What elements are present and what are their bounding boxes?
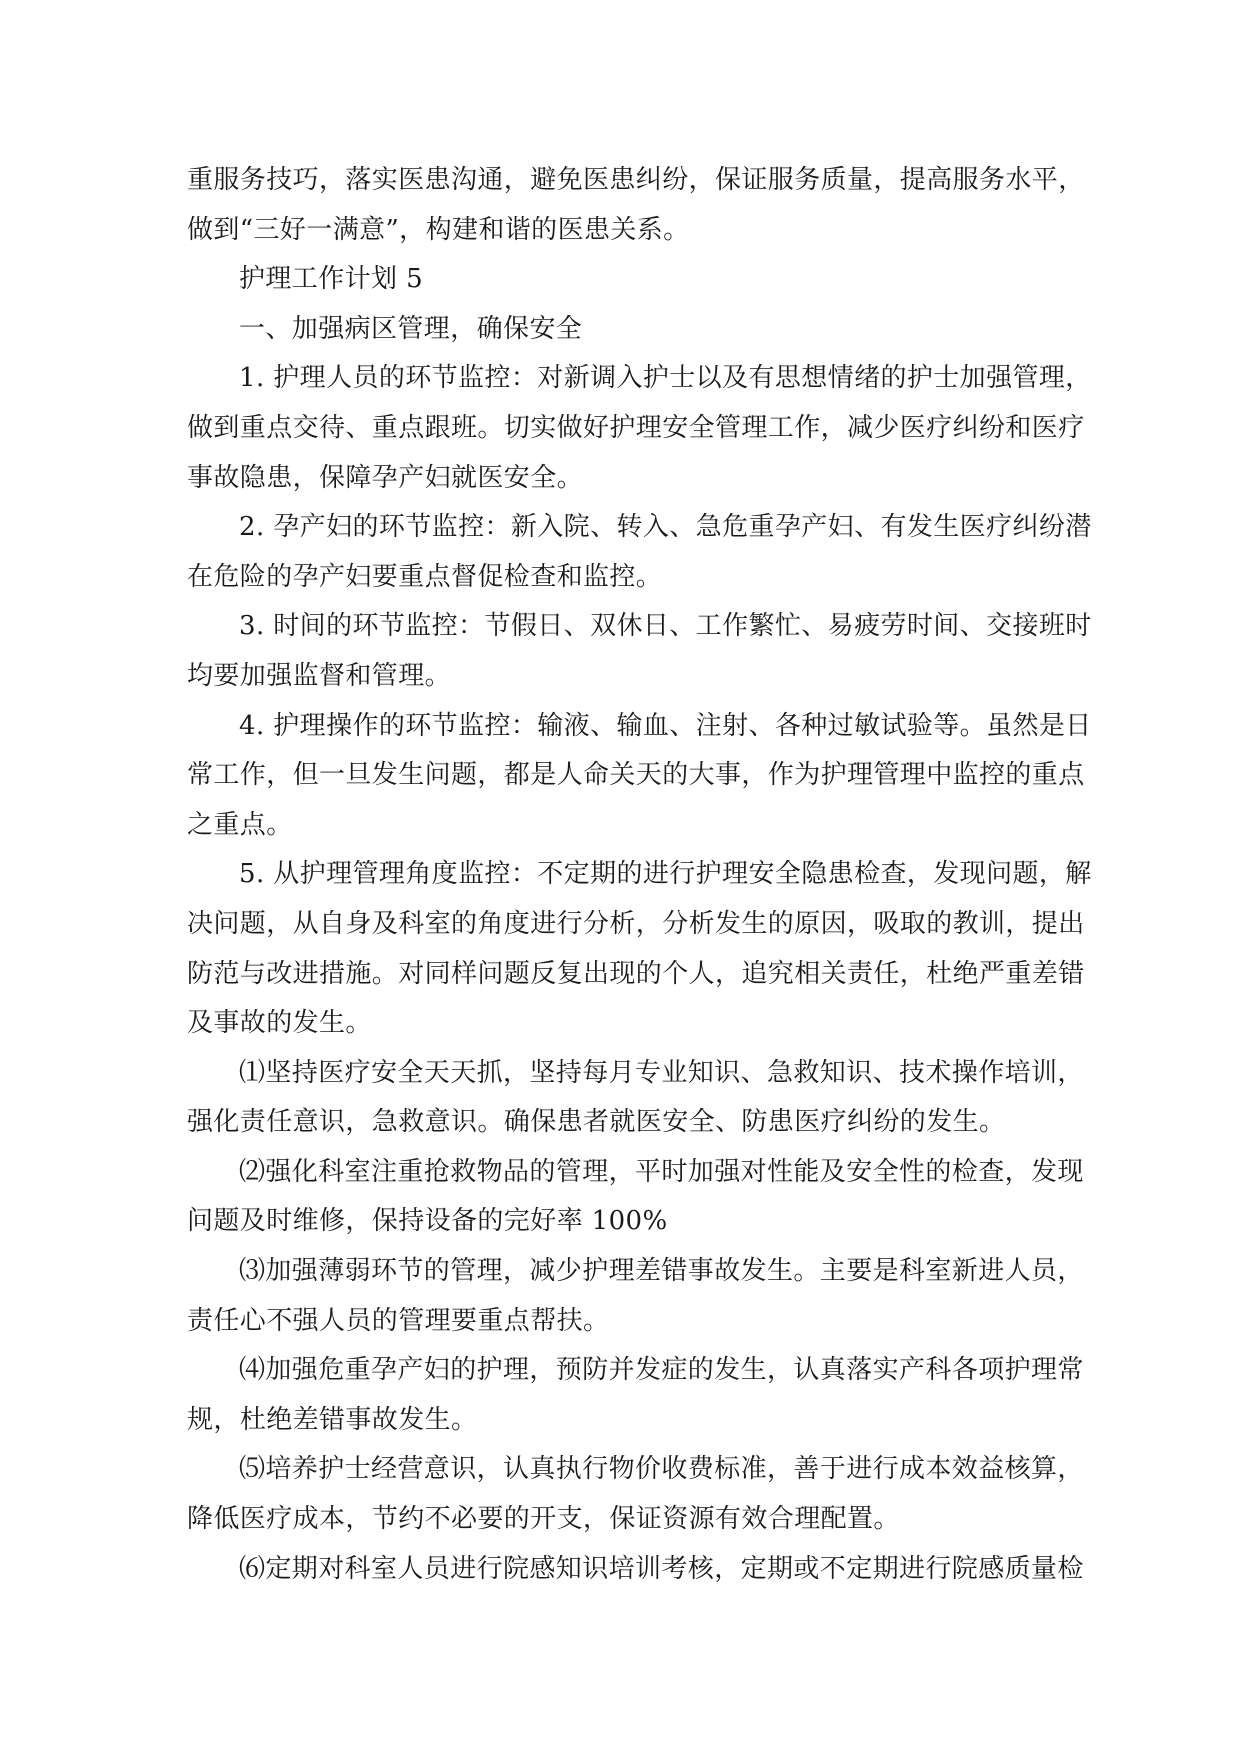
text-line: 在危险的孕产妇要重点督促检查和监控。	[187, 561, 663, 592]
text-line: 均要加强监督和管理。	[187, 660, 452, 691]
text-line: 5. 从护理管理角度监控：不定期的进行护理安全隐患检查，发现问题，解	[239, 859, 1092, 890]
text-line: 1. 护理人员的环节监控：对新调入护士以及有思想情绪的护士加强管理，	[239, 363, 1092, 394]
text-line: 决问题，从自身及科室的角度进行分析，分析发生的原因，吸取的教训，提出	[187, 908, 1085, 939]
text-line: 重服务技巧，落实医患沟通，避免医患纠纷，保证服务质量，提高服务水平，	[187, 165, 1085, 195]
text-line: ⑵强化科室注重抢救物品的管理，平时加强对性能及安全性的检查，发现	[239, 1156, 1084, 1187]
text-line: 2. 孕产妇的环节监控：新入院、转入、急危重孕产妇、有发生医疗纠纷潜	[239, 512, 1092, 543]
text-line: ⑴坚持医疗安全天天抓，坚持每月专业知识、急救知识、技术操作培训，	[239, 1057, 1084, 1088]
body-text	[187, 156, 1092, 1594]
text-line: 及事故的发生。	[187, 1008, 372, 1039]
text-line: ⑷加强危重孕产妇的护理，预防并发症的发生，认真落实产科各项护理常	[239, 1355, 1084, 1386]
text-line: 常工作，但一旦发生问题，都是人命关天的大事，作为护理管理中监控的重点	[187, 760, 1085, 791]
text-line: 降低医疗成本，节约不必要的开支，保证资源有效合理配置。	[187, 1504, 900, 1535]
text-line: 4. 护理操作的环节监控：输液、输血、注射、各种过敏试验等。虽然是日	[239, 710, 1092, 741]
text-line: ⑸培养护士经营意识，认真执行物价收费标准，善于进行成本效益核算，	[239, 1454, 1084, 1485]
text-line: ⑹定期对科室人员进行院感知识培训考核，定期或不定期进行院感质量检	[239, 1553, 1084, 1584]
text-line: 事故隐患，保障孕产妇就医安全。	[187, 462, 584, 493]
text-line: 一、加强病区管理，确保安全	[239, 313, 583, 344]
text-line: 防范与改进措施。对同样问题反复出现的个人，追究相关责任，杜绝严重差错	[187, 958, 1085, 989]
text-line: 做到“三好一满意”，构建和谐的医患关系。	[187, 214, 690, 245]
text-line: 责任心不强人员的管理要重点帮扶。	[187, 1305, 610, 1336]
text-line: 强化责任意识，急救意识。确保患者就医安全、防患医疗纠纷的发生。	[187, 1107, 1006, 1138]
text-line: 护理工作计划 5	[239, 264, 424, 295]
text-line: 之重点。	[187, 809, 293, 840]
text-line: 规，杜绝差错事故发生。	[187, 1404, 478, 1435]
text-line: 问题及时维修，保持设备的完好率 100%	[187, 1206, 668, 1237]
text-line: 做到重点交待、重点跟班。切实做好护理安全管理工作，减少医疗纠纷和医疗	[187, 412, 1085, 443]
text-line: 3. 时间的环节监控：节假日、双休日、工作繁忙、易疲劳时间、交接班时	[239, 611, 1092, 642]
text-line: ⑶加强薄弱环节的管理，减少护理差错事故发生。主要是科室新进人员，	[239, 1256, 1084, 1287]
